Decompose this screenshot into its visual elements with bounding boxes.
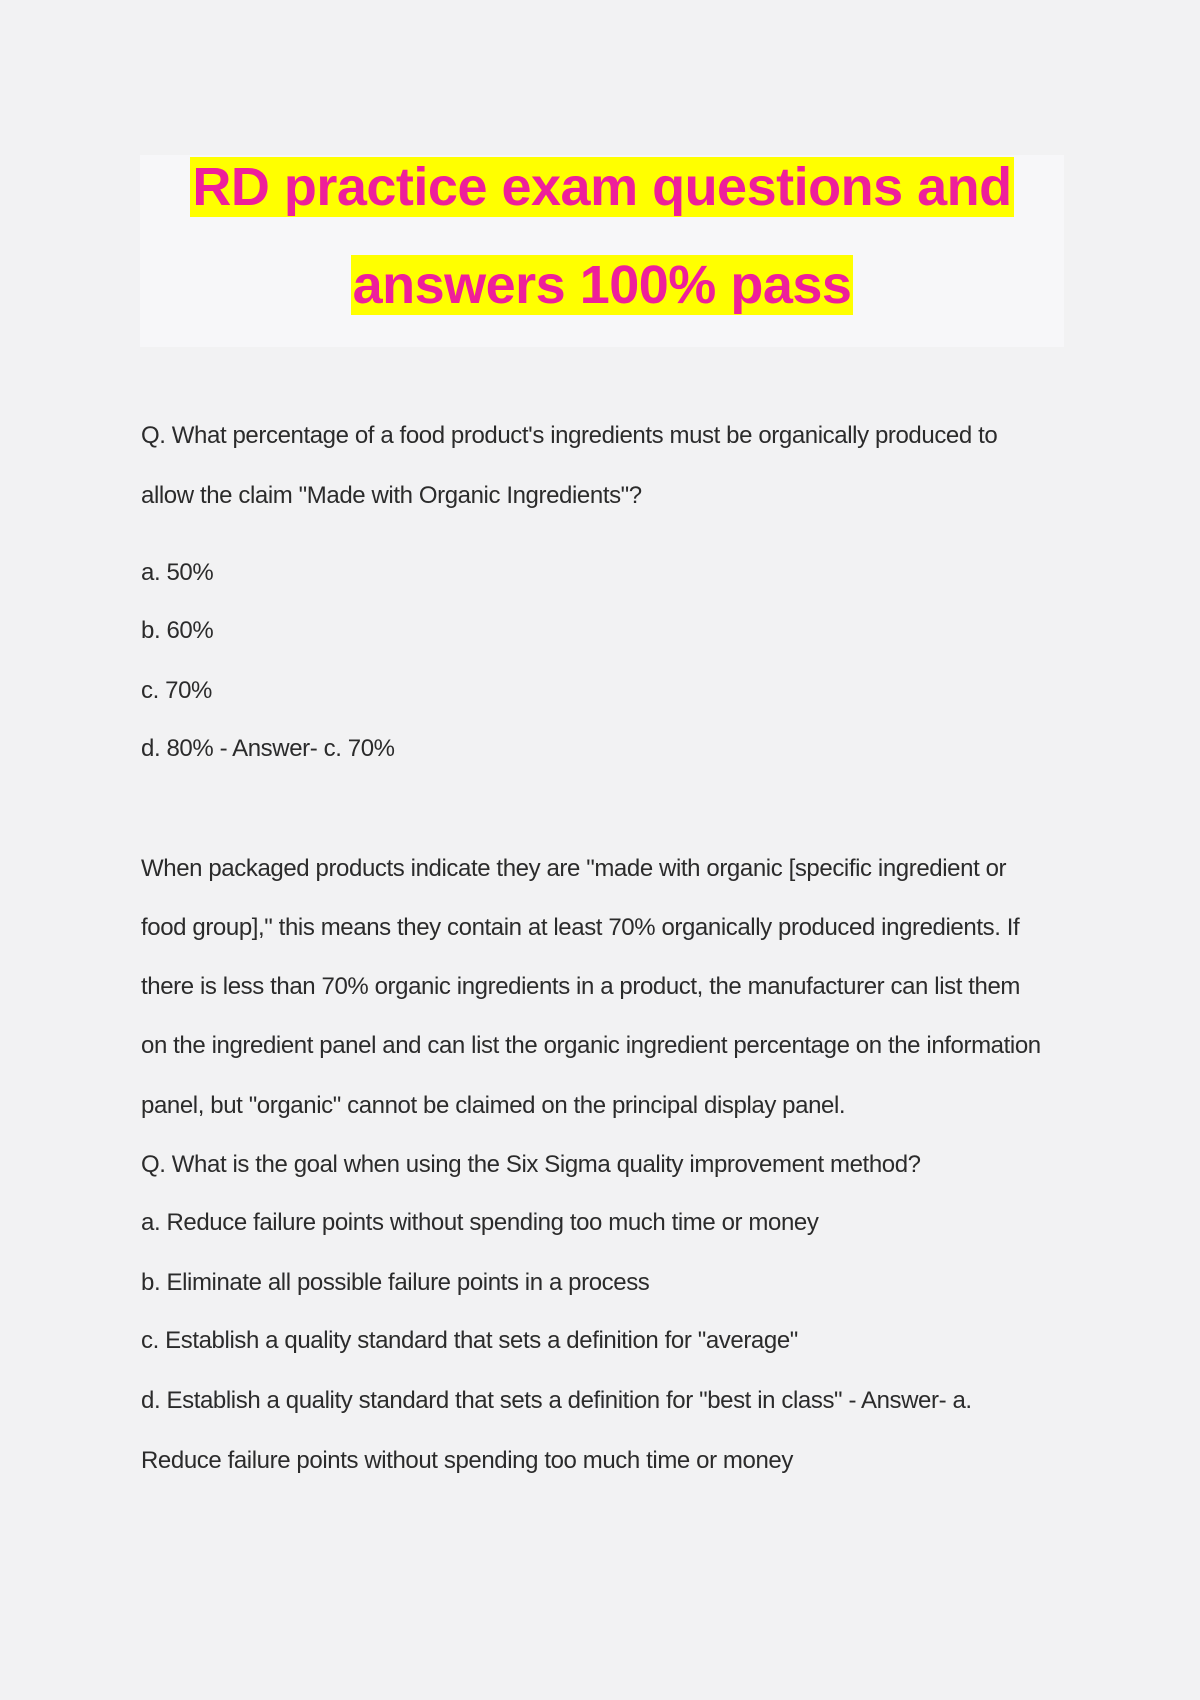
title-box [140,155,1064,347]
title-highlight-2: answers 100% pass [352,255,852,315]
explanation-line-5: panel, but "organic" cannot be claimed on the principal display panel. [141,1092,846,1119]
question-1-line-2: allow the claim "Made with Organic Ingredients"? [141,482,642,509]
document-title-line-2 [140,253,1064,317]
question-1-option-d-answer: d. 80% - Answer- c. 70% [141,735,395,762]
explanation-line-3: there is less than 70% organic ingredients in a product, the manufacturer can list them [141,973,1021,1000]
question-1-line-1: Q. What percentage of a food product's ingredients must be organically produced to [141,422,998,449]
question-1-option-a: a. 50% [141,559,214,586]
document-title-line-1 [140,155,1064,219]
question-2-option-b: b. Eliminate all possible failure points in a process [141,1269,650,1296]
explanation-line-1: When packaged products indicate they are "made with organic [specific ingredient or [141,855,1007,882]
question-2: Q. What is the goal when using the Six Sigma quality improvement method? [141,1151,921,1178]
question-2-option-d-answer: d. Establish a quality standard that sets a definition for "best in class" - Answer- a. [141,1387,972,1414]
title-highlight-1: RD practice exam questions and [192,157,1012,217]
question-2-answer-continued: Reduce failure points without spending too much time or money [141,1447,793,1474]
explanation-line-4: on the ingredient panel and can list the organic ingredient percentage on the information [141,1032,1041,1059]
question-1-option-c: c. 70% [141,677,212,704]
explanation-line-2: food group]," this means they contain at least 70% organically produced ingredients. If [141,914,1020,941]
question-2-option-c: c. Establish a quality standard that sets a definition for "average" [141,1327,798,1354]
question-2-option-a: a. Reduce failure points without spending too much time or money [141,1209,819,1236]
question-1-option-b: b. 60% [141,617,214,644]
